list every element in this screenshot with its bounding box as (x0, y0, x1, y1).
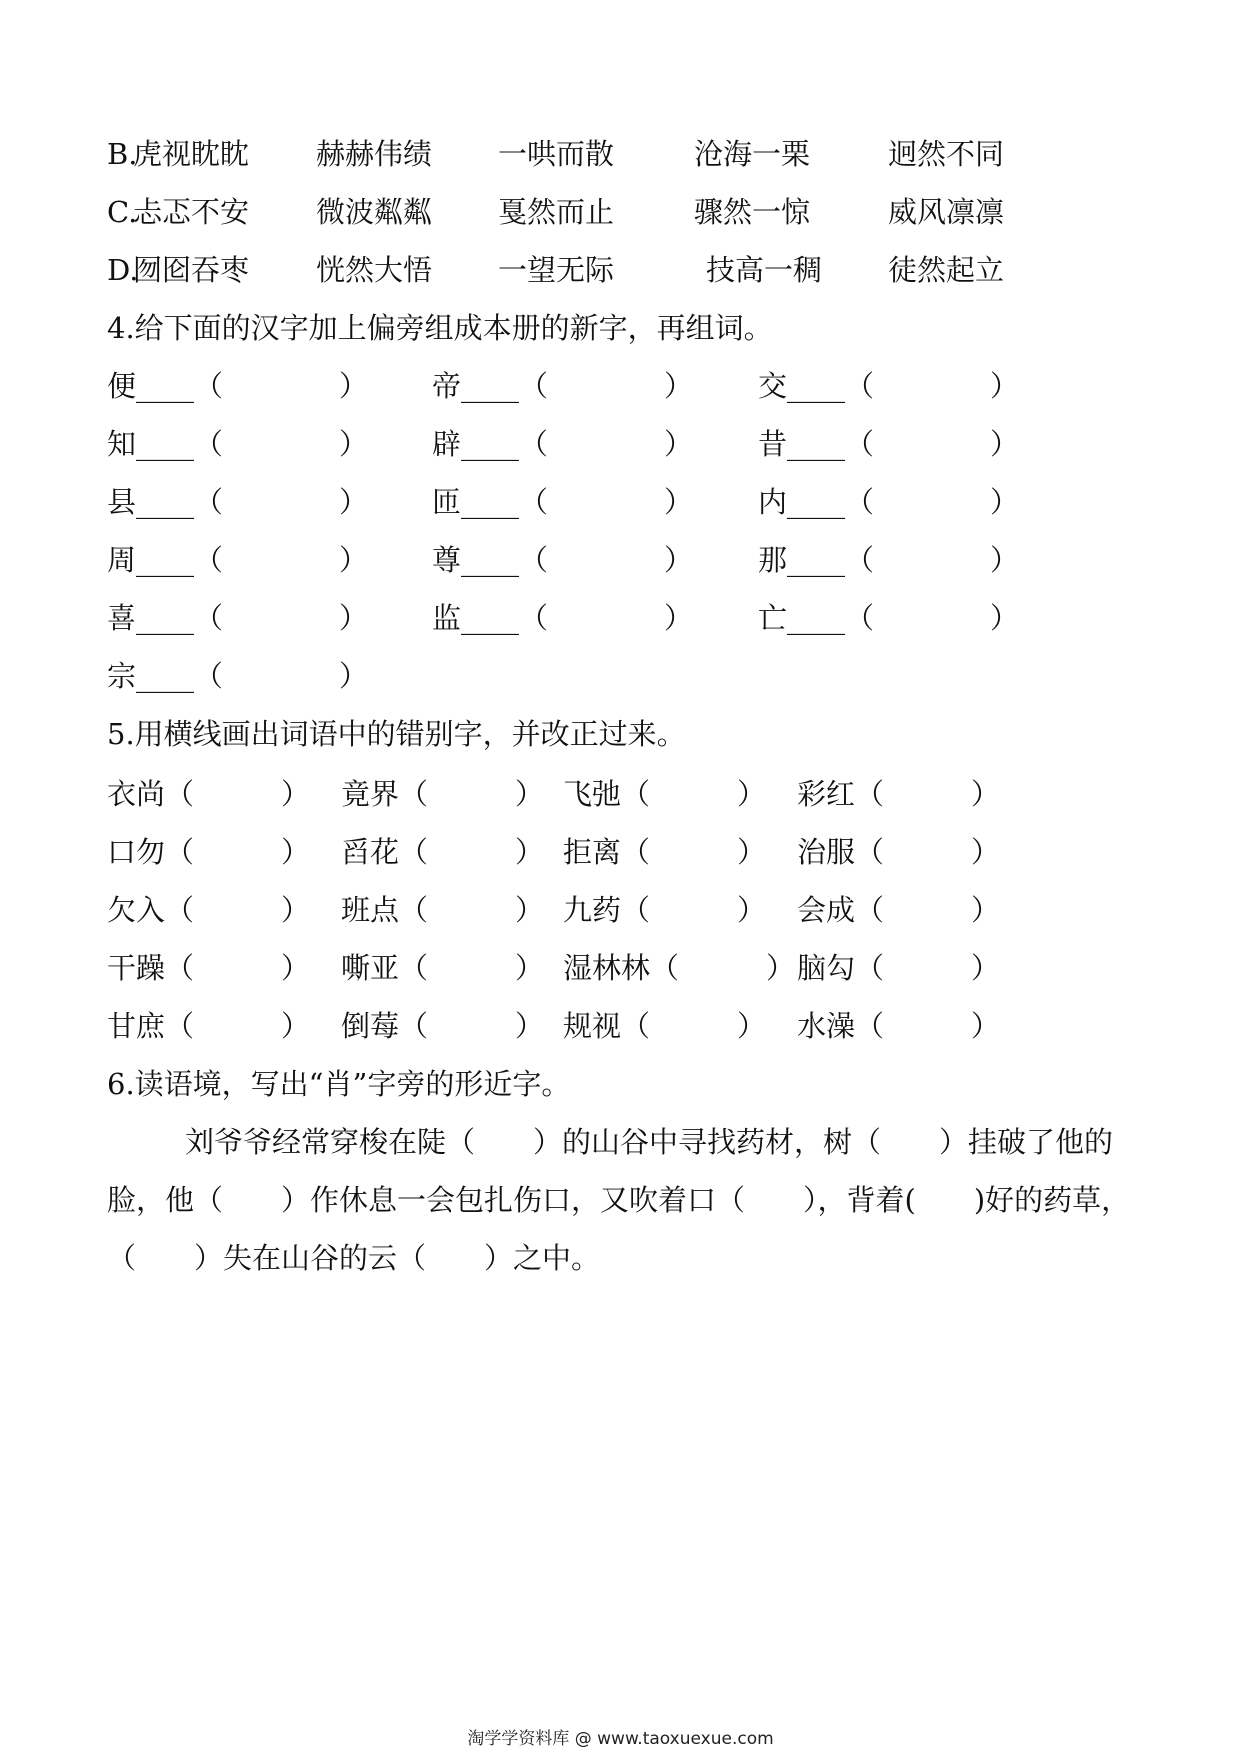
option-word: 一望无际 (498, 253, 615, 287)
option-label: C. (107, 195, 138, 229)
q4-item: 亡____（ ） (758, 601, 1020, 635)
q6-paragraph-line: （ ）失在山谷的云（ ）之中。 (107, 1241, 601, 1275)
q5-item: 规视（ ） (563, 1009, 767, 1043)
q5-item: 彩红（ ） (797, 777, 1001, 811)
option-word: 恍然大悟 (316, 253, 433, 287)
q5-row (0, 1009, 1241, 1052)
q5-item: 飞弛（ ） (563, 777, 767, 811)
q5-item: 九药（ ） (563, 893, 767, 927)
q5-item: 口勿（ ） (107, 835, 311, 869)
option-word: 戛然而止 (498, 195, 615, 229)
q5-item: 欠入（ ） (107, 893, 311, 927)
q4-item: 帝____（ ） (432, 369, 694, 403)
q4-item: 交____（ ） (758, 369, 1020, 403)
q4-item: 尊____（ ） (432, 543, 694, 577)
option-label: B. (107, 137, 138, 171)
q6-paragraph-line: 刘爷爷经常穿梭在陡（ ）的山谷中寻找药材，树（ ）挂破了他的 (185, 1125, 1114, 1159)
q5-item: 班点（ ） (341, 893, 545, 927)
option-word: 威风凛凛 (888, 195, 1005, 229)
q5-item: 嘶亚（ ） (341, 951, 545, 985)
q5-item: 脑勾（ ） (797, 951, 1001, 985)
option-word: 迥然不同 (888, 137, 1005, 171)
q6-title: 6.读语境，写出“肖”字旁的形近字。 (107, 1067, 571, 1101)
q5-item: 拒离（ ） (563, 835, 767, 869)
q5-item: 湿林林（ ） (563, 951, 796, 985)
q4-item: 那____（ ） (758, 543, 1020, 577)
q5-item: 水澡（ ） (797, 1009, 1001, 1043)
q5-row (0, 777, 1241, 820)
option-row-b (0, 137, 1241, 180)
q4-item: 周____（ ） (107, 543, 369, 577)
option-label: D. (107, 253, 139, 287)
option-word: 一哄而散 (498, 137, 615, 171)
option-word: 忐忑不安 (133, 195, 250, 229)
q4-title: 4.给下面的汉字加上偏旁组成本册的新字，再组词。 (107, 311, 773, 345)
q4-item: 宗____（ ） (107, 659, 369, 693)
q5-row (0, 835, 1241, 878)
q4-item: 匝____（ ） (432, 485, 694, 519)
q4-row (0, 427, 1241, 470)
option-row-d (0, 253, 1241, 296)
footer-watermark: 淘学学资料库 @ www.taoxuexue.com (467, 1729, 774, 1749)
q4-item: 喜____（ ） (107, 601, 369, 635)
q4-item: 知____（ ） (107, 427, 369, 461)
q5-item: 舀花（ ） (341, 835, 545, 869)
q4-row (0, 369, 1241, 412)
q5-item: 衣尚（ ） (107, 777, 311, 811)
option-word: 微波粼粼 (316, 195, 433, 229)
q5-item: 治服（ ） (797, 835, 1001, 869)
option-word: 囫囵吞枣 (133, 253, 250, 287)
q4-row (0, 659, 1241, 702)
option-word: 徒然起立 (888, 253, 1005, 287)
q4-item: 便____（ ） (107, 369, 369, 403)
q4-row (0, 543, 1241, 586)
q4-item: 县____（ ） (107, 485, 369, 519)
q4-item: 昔____（ ） (758, 427, 1020, 461)
q5-item: 竟界（ ） (341, 777, 545, 811)
option-word: 虎视眈眈 (133, 137, 250, 171)
q5-row (0, 951, 1241, 994)
q4-item: 监____（ ） (432, 601, 694, 635)
q5-item: 干躁（ ） (107, 951, 311, 985)
q5-title: 5.用横线画出词语中的错别字，并改正过来。 (107, 717, 686, 751)
q4-item: 内____（ ） (758, 485, 1020, 519)
option-word: 骤然一惊 (694, 195, 811, 229)
q4-item: 辟____（ ） (432, 427, 694, 461)
q5-row (0, 893, 1241, 936)
option-row-c (0, 195, 1241, 238)
q5-item: 倒莓（ ） (341, 1009, 545, 1043)
option-word: 技高一稠 (706, 253, 823, 287)
option-word: 赫赫伟绩 (316, 137, 433, 171)
q4-row (0, 601, 1241, 644)
q5-item: 会成（ ） (797, 893, 1001, 927)
q5-item: 甘庶（ ） (107, 1009, 311, 1043)
option-word: 沧海一栗 (694, 137, 811, 171)
q6-paragraph-line: 脸，他（ ）作休息一会包扎伤口，又吹着口（ ），背着( )好的药草， (107, 1183, 1131, 1217)
q4-row (0, 485, 1241, 528)
